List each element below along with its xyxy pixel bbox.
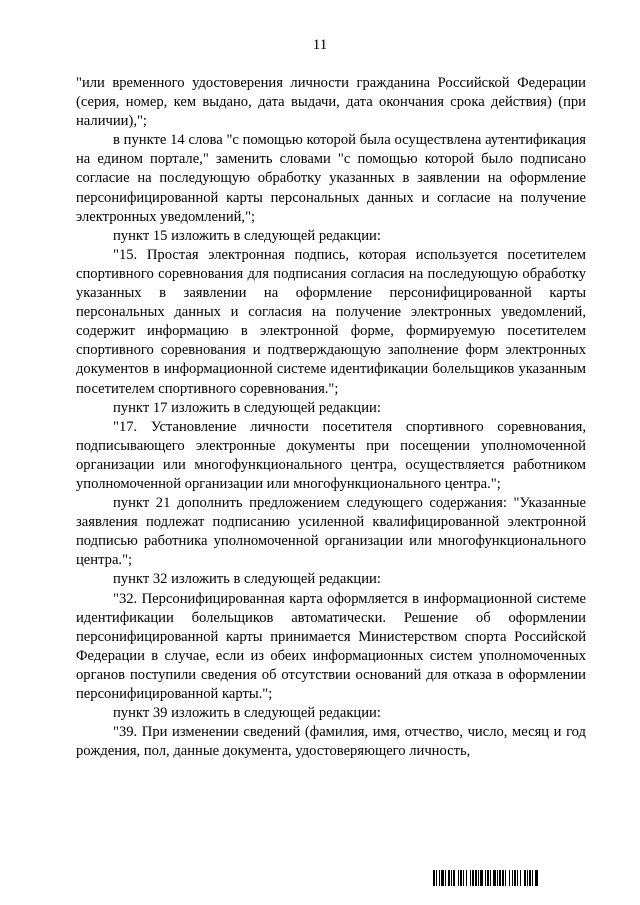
barcode-bar xyxy=(502,870,504,886)
barcode-bar xyxy=(497,870,498,886)
barcode-bar xyxy=(470,870,471,886)
paragraph: "17. Установление личности посетителя спортивного соревнования, подписывающего электронные документы при посещении уполномоченной организации или многофункционального центра, осуществляется работником уполномоченной организации или многофункционального центра."; xyxy=(76,418,586,492)
barcode-bar xyxy=(487,870,489,886)
barcode-bar xyxy=(509,870,510,886)
paragraph: "или временного удостоверения личности гражданина Российской Федерации (серия, номер, кем выдано, дата выдачи, дата окончания срока действия) (при наличии),"; xyxy=(76,75,586,130)
barcode-bar xyxy=(524,870,526,886)
barcode-bar xyxy=(532,870,533,886)
barcode-bar xyxy=(445,870,446,886)
barcode xyxy=(433,870,585,886)
barcode-bar xyxy=(512,870,513,886)
barcode-bar xyxy=(460,870,462,886)
barcode-bar xyxy=(448,870,450,886)
barcode-bar xyxy=(436,870,437,886)
barcode-bar xyxy=(453,870,455,886)
barcode-bar xyxy=(433,870,435,886)
barcode-bar xyxy=(493,870,496,886)
barcode-bar xyxy=(463,870,464,886)
barcode-bar xyxy=(439,870,440,886)
page-number: 11 xyxy=(312,37,328,53)
paragraph: пункт 39 изложить в следующей редакции: xyxy=(113,705,381,722)
barcode-bar xyxy=(499,870,501,886)
barcode-bar xyxy=(475,870,477,886)
barcode-bar xyxy=(529,870,531,886)
barcode-bar xyxy=(451,870,452,886)
barcode-bar xyxy=(480,870,483,886)
barcode-bar xyxy=(485,870,486,886)
paragraph: пункт 15 изложить в следующей редакции: xyxy=(113,227,381,244)
paragraph: "15. Простая электронная подпись, которая используется посетителем спортивного соревнования для подписания согласия на последующую обработку указанных в заявлении на оформление персонифицированной карты персональных данных и согласия на получение электронных уведомлений, содержит информацию в электронной форме, формируемую посетителем спортивного соревнования и подтверждающую заполнение форм электронных документов в информационной системе идентификации болельщиков указанным посетителем спортивного соревнования."; xyxy=(76,246,586,397)
barcode-bar xyxy=(458,870,459,886)
paragraph: пункт 32 изложить в следующей редакции: xyxy=(113,571,381,588)
paragraph: пункт 21 дополнить предложением следующего содержания: "Указанные заявления подлежат подписанию усиленной квалифицированной электронной подписью работника уполномоченной организации или многофункционального центра."; xyxy=(76,495,586,569)
barcode-bar xyxy=(472,870,474,886)
barcode-bar xyxy=(517,870,518,886)
barcode-bar xyxy=(441,870,444,886)
paragraph: в пункте 14 слова "с помощью которой была осуществлена аутентификация на едином портале," заменить словами "с помощью которой было подписано согласие на последующую обработку указанных в заявлении на оформление персонифицированной карты персональных данных и согласие на получение электронных уведомлений,"; xyxy=(76,132,586,225)
document-body xyxy=(76,74,586,761)
barcode-bar xyxy=(505,870,506,886)
barcode-bar xyxy=(520,870,521,886)
barcode-bar xyxy=(514,870,516,886)
paragraph: пункт 17 изложить в следующей редакции: xyxy=(113,399,381,416)
paragraph: "32. Персонифицированная карта оформляется в информационной системе идентификации болельщиков автоматически. Решение об оформлении персонифицированной карты принимается Министерством спорта Российской Федерации в случае, если из обеих информационных систем уполномоченных органов поступили сведения об отсутствии оснований для отказа в оформлении персонифицированной карты."; xyxy=(76,590,586,702)
barcode-bar xyxy=(527,870,528,886)
barcode-bar xyxy=(535,870,538,886)
barcode-icon xyxy=(433,870,585,886)
barcode-bar xyxy=(466,870,467,886)
paragraph: "39. При изменении сведений (фамилия, имя, отчество, число, месяц и год рождения, пол, данные документа, удостоверяющего личность, xyxy=(76,724,586,760)
barcode-bar xyxy=(490,870,491,886)
barcode-bar xyxy=(478,870,479,886)
